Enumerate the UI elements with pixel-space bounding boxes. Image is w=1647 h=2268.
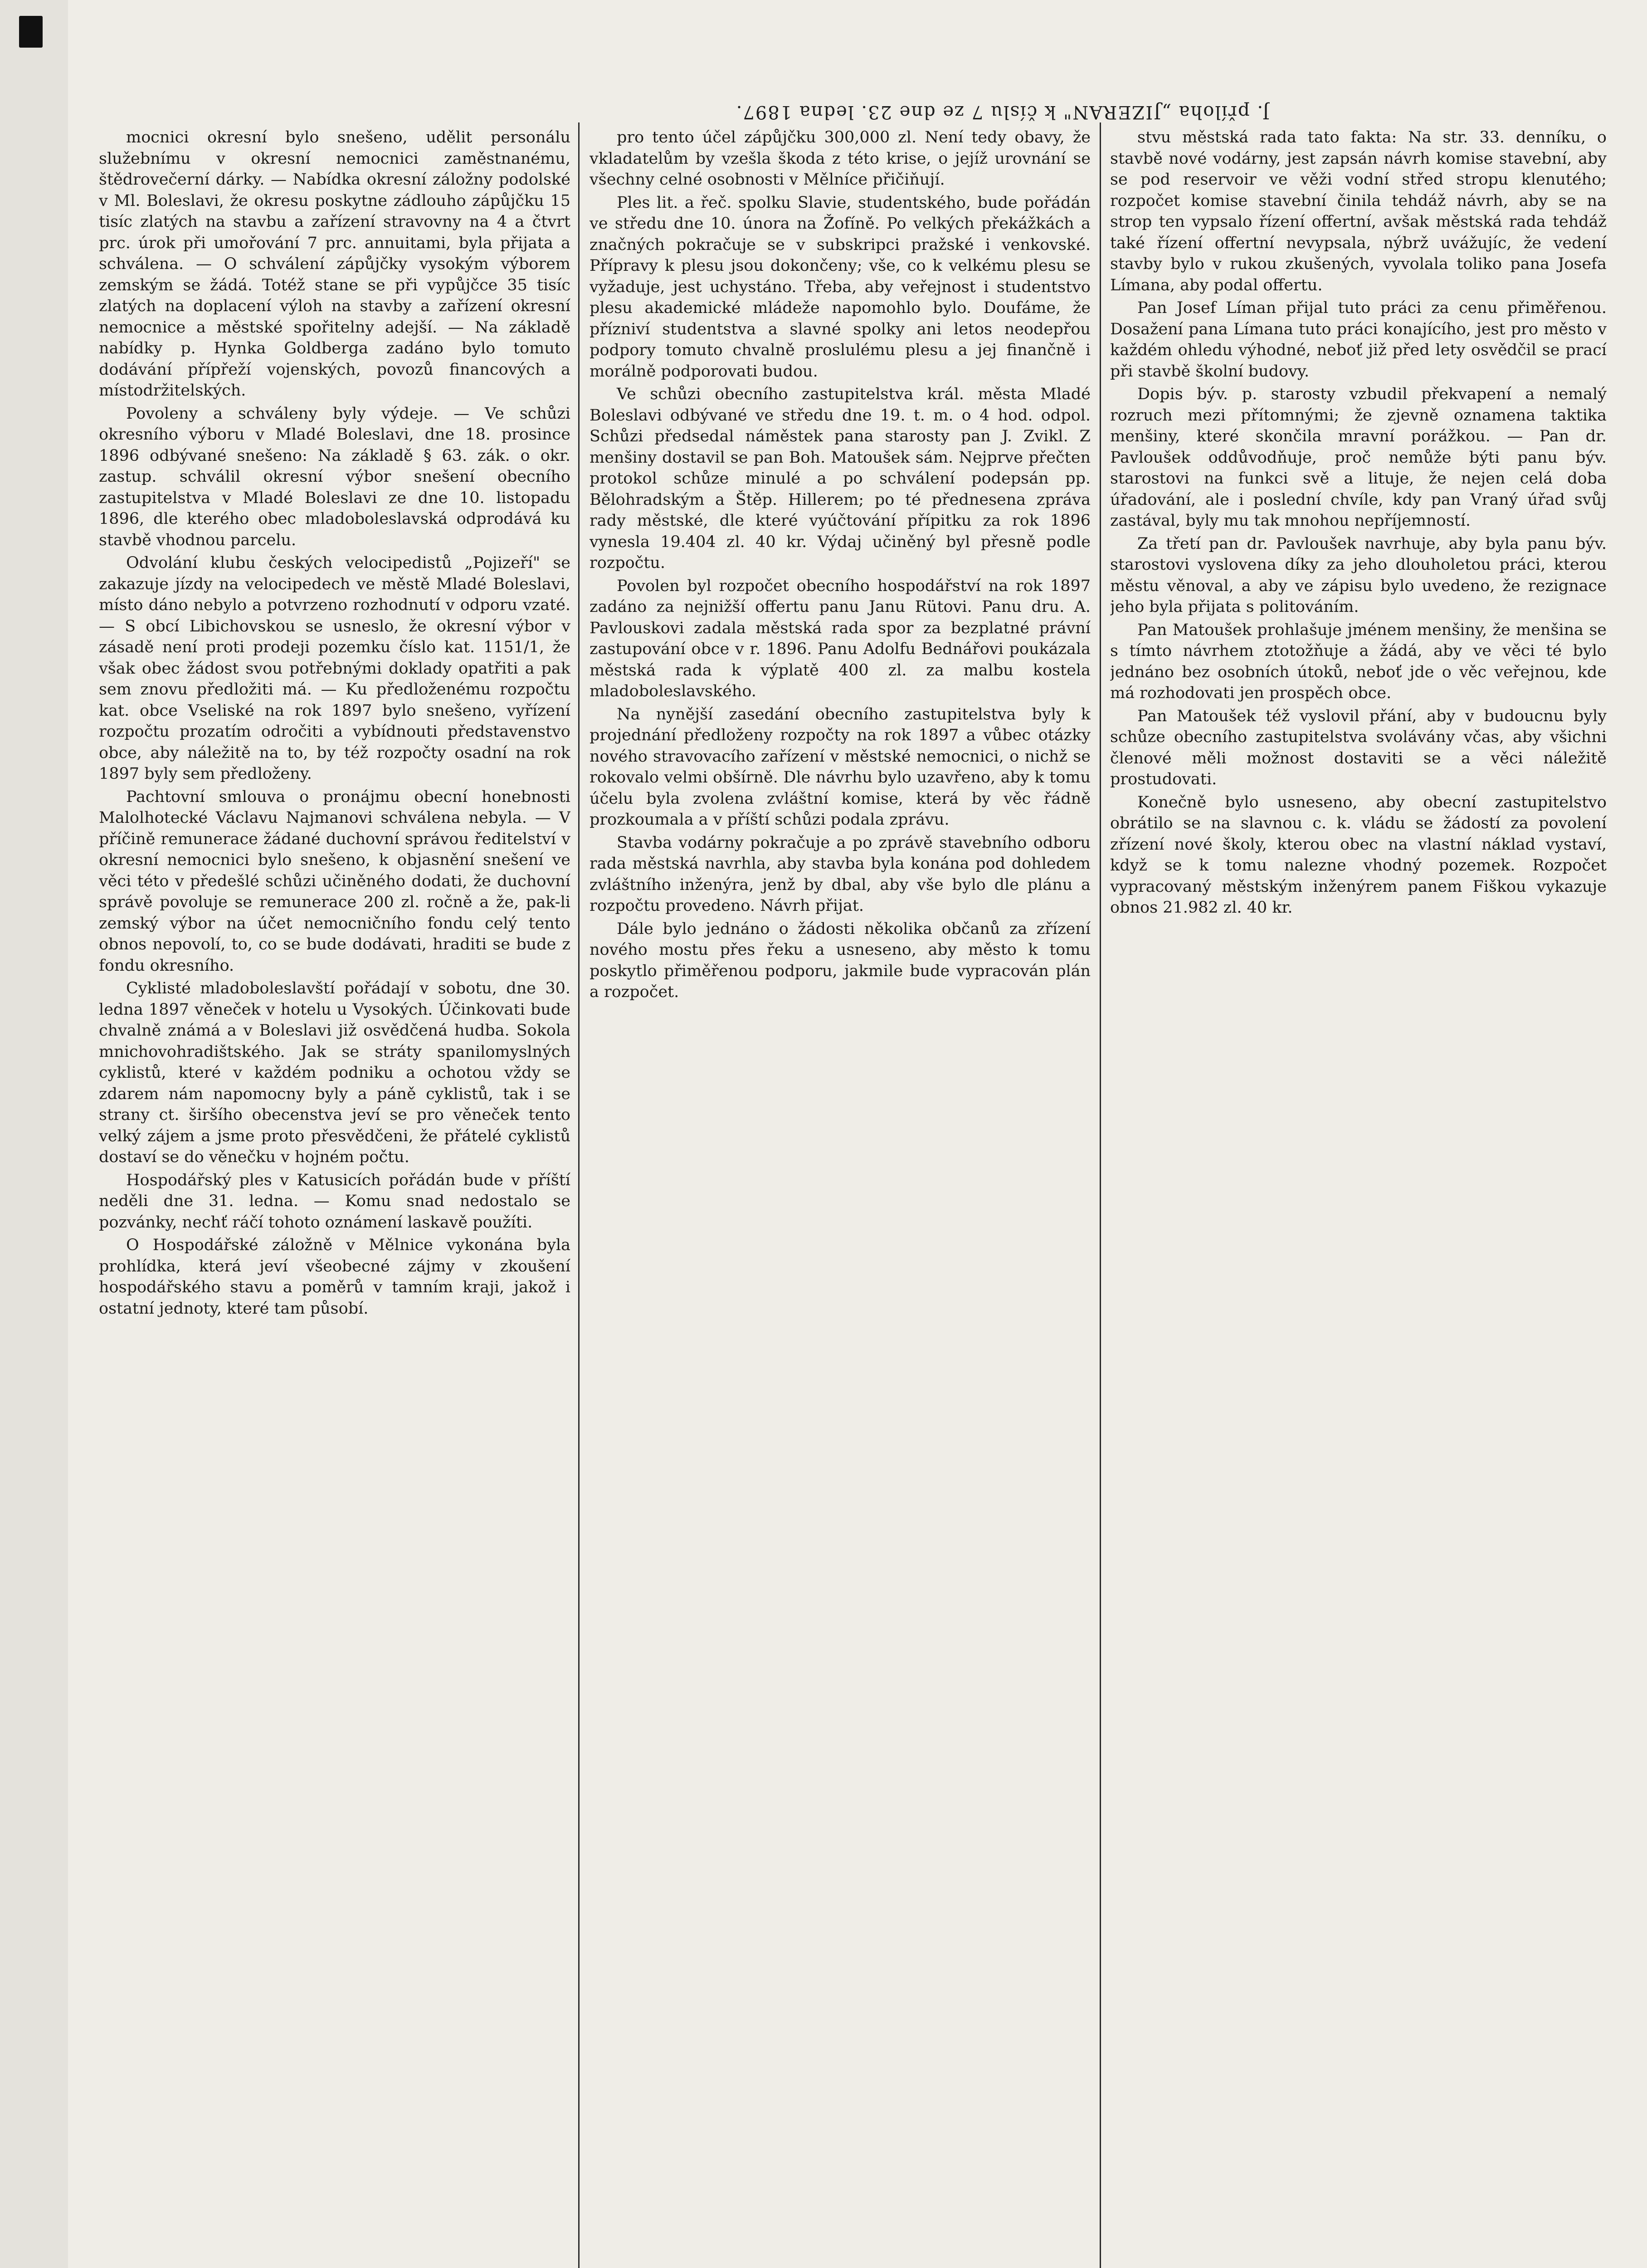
article-paragraph: pro tento účel zápůjčku 300,000 zl. Není tedy obavy, že vkladatelům by vzešla škoda z této krise, o jejíž urovnání se všechny celné osobnosti v Mělníce přičiňují. <box>590 128 1091 189</box>
column-left <box>99 127 570 2268</box>
article-paragraph: stvu městská rada tato fakta: Na str. 33. denníku, o stavbě nové vodárny, jest zapsán návrh komise stavební, aby se pod reservoir ve věži vodní střed stropu klenutého; rozpočet komise stavební činila tehdáž návrh, aby se na strop ten vypsalo řízení offertní, avšak městská rada tehdáž také řízení offertní nevypsala, nýbrž uvážujíc, že vedení stavby bylo v rukou zkušených, vyvolala toliko pana Josefa Límana, aby podal offertu. <box>1110 128 1607 294</box>
article-paragraph: Hospodářský ples v Katusicích pořádán bude v příští neděli dne 31. ledna. — Komu snad nedostalo se pozvánky, nechť ráčí tohoto oznámení laskavě použíti. <box>99 1171 570 1232</box>
page-header: J. příloha „JIZERAN" k číslu 7 ze dne 23. ledna 1897. <box>735 102 1270 122</box>
article-paragraph: Ve schůzi obecního zastupitelstva král. města Mladé Boleslavi odbývané ve středu dne 19. t. m. o 4 hod. odpol. Schůzi předsedal náměstek pana starosty pan J. Zvikl. Z menšiny dostavil se pan Boh. Matoušek sám. Nejprve přečten protokol schůze minulé a po schválení podepsán pp. Bělohradským a Štěp. Hillerem; po té přednesena zpráva rady městské, dle které vyúčtování přípitku za rok 1896 vynesla 19.404 zl. 40 kr. Výdaj učiněný byl přesně podle rozpočtu. <box>590 385 1091 572</box>
left-margin <box>0 0 68 2268</box>
article-paragraph: Konečně bylo usneseno, aby obecní zastupitelstvo obrátilo se na slavnou c. k. vládu se žádostí za povolení zřízení nové školy, kterou obec na vlastní náklad vystaví, když se k tomu nalezne vhodný pozemek. Rozpočet vypracovaný městským inženýrem panem Fiškou vykazuje obnos 21.982 zl. 40 kr. <box>1110 793 1607 917</box>
article-paragraph: Povolen byl rozpočet obecního hospodářství na rok 1897 zadáno za nejnižší offertu panu Janu Rütovi. Panu dru. A. Pavlouskovi zadala městská rada spor za bezplatné právní zastupování obce v r. 1896. Panu Adolfu Bednářovi poukázala městská rada k výplatě 400 zl. za malbu kostela mladoboleslavského. <box>590 577 1091 700</box>
article-paragraph: mocnici okresní bylo snešeno, udělit personálu služebnímu v okresní nemocnici zaměstnanému, štědrovečerní dárky. — Nabídka okresní záložny podolské v Ml. Boleslavi, že okresu poskytne zádlouho zápůjčku 15 tisíc zlatých na stavbu a zařízení stravovny na 4 a čtvrt prc. úrok při umořování 7 prc. annuitami, byla přijata a schválena. — O schválení zápůjčky vysokým výborem zemským se žádá. Totéž stane se při vypůjčce 35 tisíc zlatých na doplacení výloh na stavby a zařízení okresní nemocnice a městské spořitelny adejší. — Na základě nabídky p. Hynka Goldberga zadáno bylo tomuto dodávání přípřeží vojenských, povozů financových a místodržitelských. <box>99 128 570 400</box>
article-paragraph: Povoleny a schváleny byly výdeje. — Ve schůzi okresního výboru v Mladé Boleslavi, dne 18. prosince 1896 odbývané snešeno: Na základě § 63. zák. o okr. zastup. schválil okresní výbor snešení obecního zastupitelstva v Mladé Boleslavi ze dne 10. listopadu 1896, dle kterého obec mladoboleslavská odprodává ku stavbě vhodnou parcelu. <box>99 404 570 549</box>
article-paragraph: Cyklisté mladoboleslavští pořádají v sobotu, dne 30. ledna 1897 věneček v hotelu u Vysokých. Účinkovati bude chvalně známá a v Boleslavi již osvědčená hudba. Sokola mnichovohradištského. Jak se stráty spanilomyslných cyklistů, které v každém podniku a ochotou vždy se zdarem nám napomocny byly a páně cyklistů, tak i se strany ct. širšího obecenstva jeví se pro věneček tento velký zájem a jsme proto přesvědčeni, že přátelé cyklistů dostaví se do věnečku v hojném počtu. <box>99 979 570 1166</box>
column-right <box>1110 127 1607 2268</box>
column-middle <box>590 127 1091 2268</box>
article-paragraph: Pachtovní smlouva o pronájmu obecní honebnosti Malolhotecké Václavu Najmanovi schválena nebyla. — V příčině remunerace žádané duchovní správou ředitelství v okresní nemocnici bylo snešeno, k objasnění snešení ve věci této v předešlé schůzi učiněného dodati, že duchovní správě povoluje se remunerace 200 zl. ročně a že, pak-li zemský výbor na účet nemocničního fondu celý tento obnos nepovolí, to, co se bude dodávati, hraditi se bude z fondu okresního. <box>99 787 570 975</box>
column-divider <box>578 122 580 2268</box>
article-paragraph: Pan Matoušek též vyslovil přání, aby v budoucnu byly schůze obecního zastupitelstva svolávány včas, aby všichni členové měli možnost dostaviti se a věci náležitě prostudovati. <box>1110 707 1607 788</box>
column-divider <box>1100 122 1101 2268</box>
article-paragraph: Odvolání klubu českých velocipedistů „Pojizeří" se zakazuje jízdy na velocipedech ve městě Mladé Boleslavi, místo dáno nebylo a potvrzeno rozhodnutí v odporu vzaté. — S obcí Libichovskou se usneslo, že okresní výbor v zásadě není proti prodeji pozemku číslo kat. 1151/1, že však obec žádost svou potřebnými doklady opatřiti a pak sem znovu předložiti má. — Ku předloženému rozpočtu kat. obce Vseliské na rok 1897 bylo snešeno, vyřízení rozpočtu prozatím odročiti a vybídnouti představenstvo obce, aby náležitě na to, by též rozpočty osadní na rok 1897 byly sem předloženy. <box>99 554 570 783</box>
article-paragraph: Pan Matoušek prohlašuje jménem menšiny, že menšina se s tímto návrhem ztotožňuje a žádá, aby ve věci té bylo jednáno bez osobních útoků, neboť jde o věc veřejnou, kde má rozhodovati jen prospěch obce. <box>1110 621 1607 702</box>
margin-mark <box>19 16 43 48</box>
article-paragraph: Ples lit. a řeč. spolku Slavie, studentského, bude pořádán ve středu dne 10. února na Žofíně. Po velkých překážkách a značných pokračuje se v subskripci pražské i venkovské. Přípravy k plesu jsou dokončeny; vše, co k velkému plesu se vyžaduje, jest uchystáno. Třeba, aby veřejnost i studentstvo plesu akademické mládeže napomohlo bylo. Doufáme, že přízniví studentstva a slavné spolky ani letos neodepřou podpory tomuto chvalně proslulému plesu a jej finančně i morálně podporovati budou. <box>590 193 1091 381</box>
article-paragraph: Dále bylo jednáno o žádosti několika občanů za zřízení nového mostu přes řeku a usneseno, aby město k tomu poskytlo přiměřenou podporu, jakmile bude vypracován plán a rozpočet. <box>590 919 1091 1001</box>
article-paragraph: O Hospodářské záložně v Mělnice vykonána byla prohlídka, která jeví všeobecné zájmy v zkoušení hospodářského stavu a poměrů v tamním kraji, jakož i ostatní jednoty, které tam působí. <box>99 1236 570 1318</box>
article-paragraph: Na nynější zasedání obecního zastupitelstva byly k projednání předloženy rozpočty na rok 1897 a vůbec otázky nového stravovacího zařízení v městské nemocnici, o nichž se rokovalo velmi obšírně. Dle návrhu bylo uzavřeno, aby k tomu účelu byla zvolena zvláštní komise, která by věc řádně prozkoumala a v příští schůzi podala zprávu. <box>590 705 1091 829</box>
article-paragraph: Pan Josef Líman přijal tuto práci za cenu přiměřenou. Dosažení pana Límana tuto práci konajícího, jest pro město v každém ohledu výhodné, neboť již před lety osvědčil se prací při stavbě školní budovy. <box>1110 299 1607 381</box>
article-paragraph: Dopis býv. p. starosty vzbudil překvapení a nemalý rozruch mezi přítomnými; že zjevně oznamena taktika menšiny, které skončila mravní porážkou. — Pan dr. Pavloušek oddůvodňuje, proč nemůže býti panu býv. starostovi na funkci svě a lituje, že nejen celá doba úřadování, ale i poslední chvíle, kdy pan Vraný úřad svůj zastával, byly mu tak mnohou nepříjemností. <box>1110 385 1607 530</box>
article-paragraph: Za třetí pan dr. Pavloušek navrhuje, aby byla panu býv. starostovi vyslovena díky za jeho dlouholetou práci, kterou městu věnoval, a aby ve zápisu bylo uvedeno, že rezignace jeho byla přijata s politováním. <box>1110 534 1607 616</box>
article-paragraph: Stavba vodárny pokračuje a po zprávě stavebního odboru rada městská navrhla, aby stavba byla konána pod dohledem zvláštního inženýra, jenž by dbal, aby vše bylo dle plánu a rozpočtu provedeno. Návrh přijat. <box>590 833 1091 915</box>
